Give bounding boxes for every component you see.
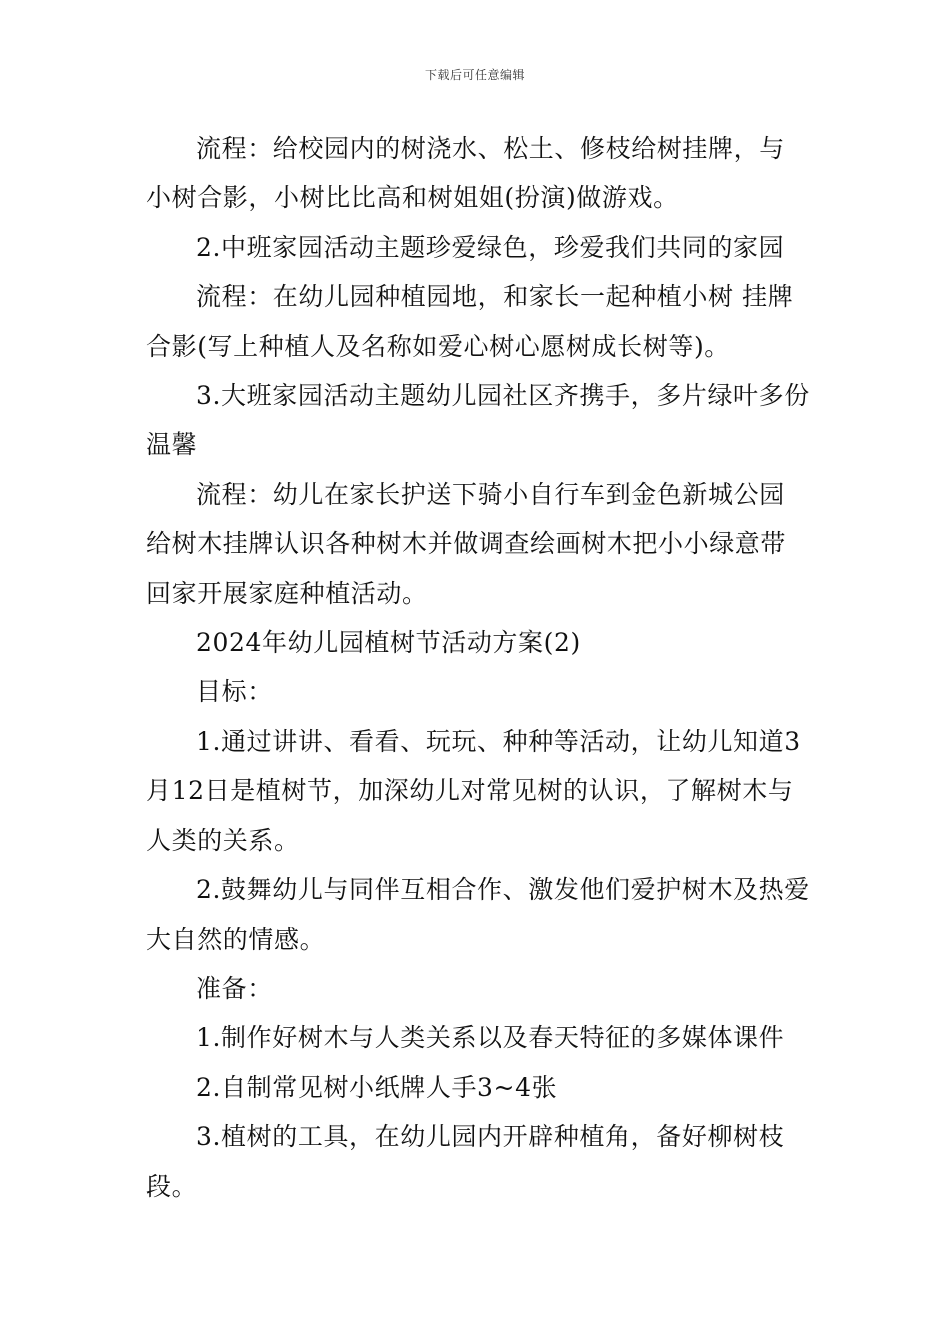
- preparation-item-1: 1.制作好树木与人类关系以及春天特征的多媒体课件: [196, 1023, 785, 1053]
- document-body: [146, 124, 810, 1211]
- section-title: 2024年幼儿园植树节活动方案(2): [196, 628, 581, 658]
- paragraph-middle-class-theme: 2.中班家园活动主题珍爱绿色，珍爱我们共同的家园: [196, 232, 785, 262]
- paragraph-flow-3: 流程：幼儿在家长护送下骑小自行车到金色新城公园给树木挂牌认识各种树木并做调查绘画树木把小小绿意带回家开展家庭种植活动。: [146, 479, 787, 608]
- goal-item-1: 1.通过讲讲、看看、玩玩、种种等活动，让幼儿知道3月12日是植树节，加深幼儿对常见树的认识，了解树木与人类的关系。: [146, 726, 801, 855]
- paragraph-flow-2: 流程：在幼儿园种植园地，和家长一起种植小树 挂牌合影(写上种植人及名称如爱心树心愿树成长树等)。: [146, 282, 794, 361]
- preparation-item-2: 2.自制常见树小纸牌人手3~4张: [196, 1072, 558, 1102]
- paragraph-senior-class-theme: 3.大班家园活动主题幼儿园社区齐携手，多片绿叶多份温馨: [146, 381, 810, 460]
- page-header: 下载后可任意编辑: [424, 68, 525, 82]
- goal-item-2: 2.鼓舞幼儿与同伴互相合作、激发他们爱护树木及热爱大自然的情感。: [146, 875, 810, 954]
- preparation-item-3: 3.植树的工具，在幼儿园内开辟种植角，备好柳树枝段。: [146, 1122, 785, 1201]
- heading-preparation: 准备：: [196, 973, 273, 1003]
- paragraph-flow-1: 流程：给校园内的树浇水、松土、修枝给树挂牌，与小树合影，小树比比高和树姐姐(扮演)做游戏。: [146, 134, 785, 213]
- heading-goals: 目标：: [196, 677, 273, 707]
